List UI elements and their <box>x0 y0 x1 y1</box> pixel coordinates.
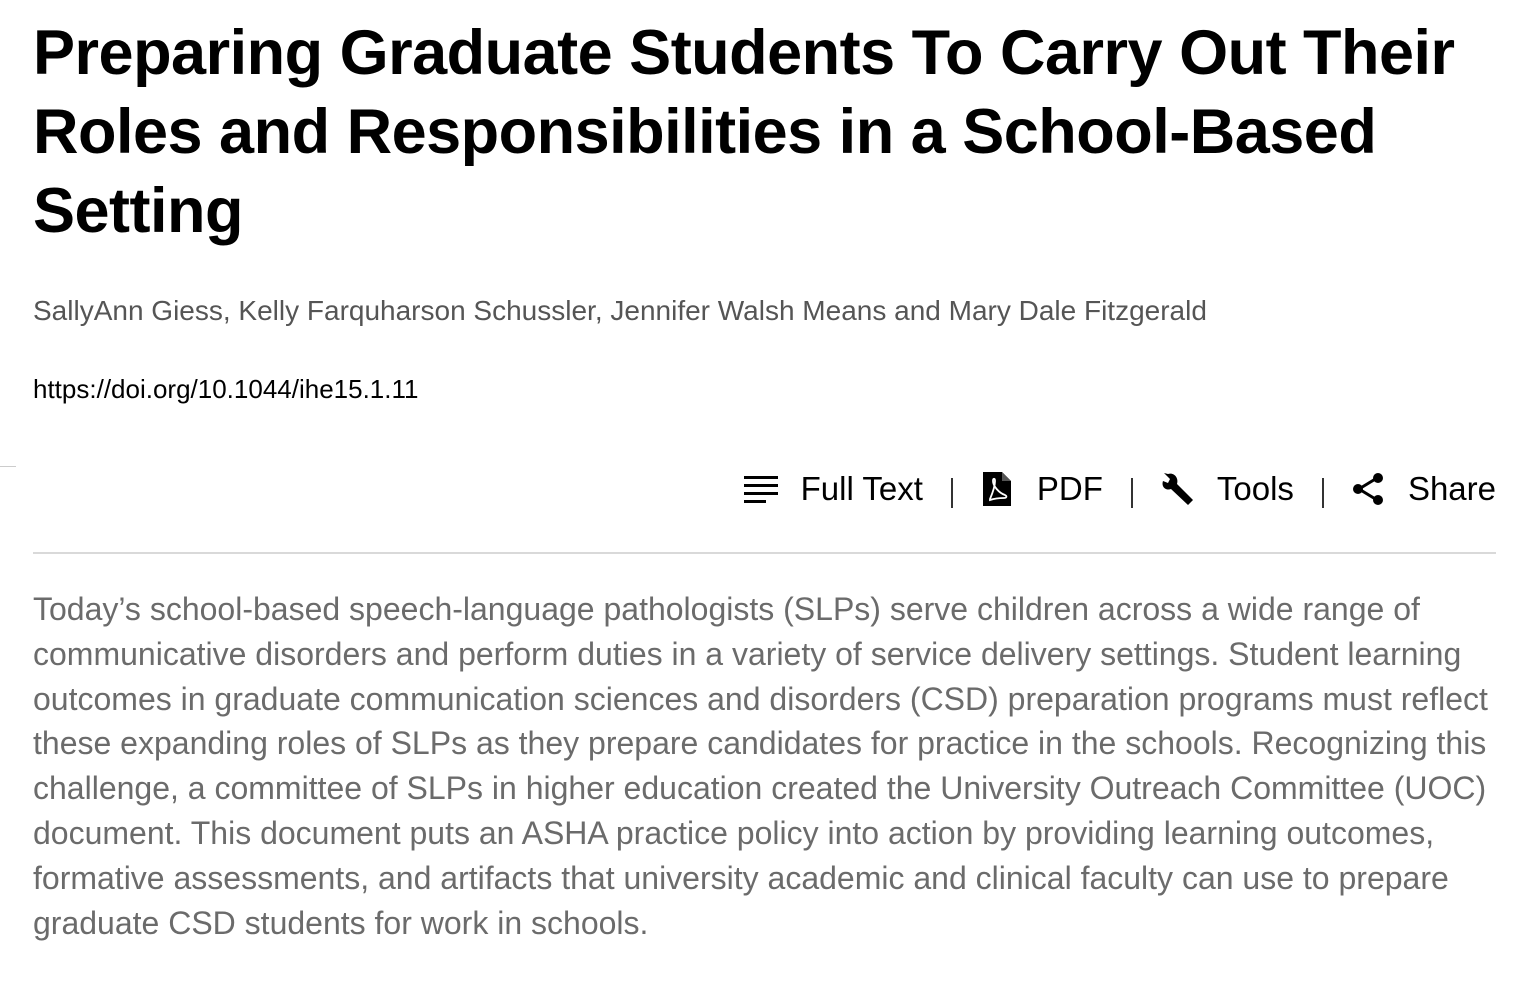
wrench-icon <box>1159 471 1195 507</box>
article-title: Preparing Graduate Students To Carry Out Their Roles and Responsibilities in a School-Based Setting <box>33 18 1455 246</box>
article-abstract: Today’s school-based speech-language pathologists (SLPs) serve children across a wide range of communicative disorders and perform duties in a variety of service delivery settings. Student learning outcomes in graduate communication sciences and disorders (CSD) preparation programs must reflect these expanding roles of SLPs as they prepare candidates for practice in the schools. Recognizing this challenge, a committee of SLPs in higher education created the University Outreach Committee (UOC) document. This document puts an ASHA practice policy into action by providing learning outcomes, formative assessments, and artifacts that university academic and clinical faculty can use to prepare graduate CSD students for work in schools. <box>33 591 1488 941</box>
pdf-button[interactable] <box>979 470 1103 508</box>
tools-label: Tools <box>1216 470 1294 507</box>
share-label: Share <box>1407 470 1496 507</box>
toolbar-separator <box>951 478 953 508</box>
toolbar-separator <box>1322 478 1324 508</box>
toolbar-separator <box>1131 478 1133 508</box>
tools-button[interactable] <box>1159 470 1294 508</box>
section-divider <box>33 552 1496 554</box>
list-lines-icon <box>743 471 779 507</box>
article-toolbar <box>743 466 1496 512</box>
share-button[interactable] <box>1350 470 1496 508</box>
pdf-file-icon <box>979 471 1015 507</box>
article-page <box>33 0 1496 941</box>
pdf-label: PDF <box>1036 470 1103 507</box>
author-list: SallyAnn Giess, Kelly Farquharson Schussler, Jennifer Walsh Means and Mary Dale Fitzgerald <box>33 295 1207 326</box>
full-text-label: Full Text <box>800 470 923 507</box>
full-text-button[interactable] <box>743 470 923 508</box>
doi-link[interactable]: https://doi.org/10.1044/ihe15.1.11 <box>33 374 419 404</box>
edge-divider <box>0 466 16 467</box>
share-icon <box>1350 471 1386 507</box>
